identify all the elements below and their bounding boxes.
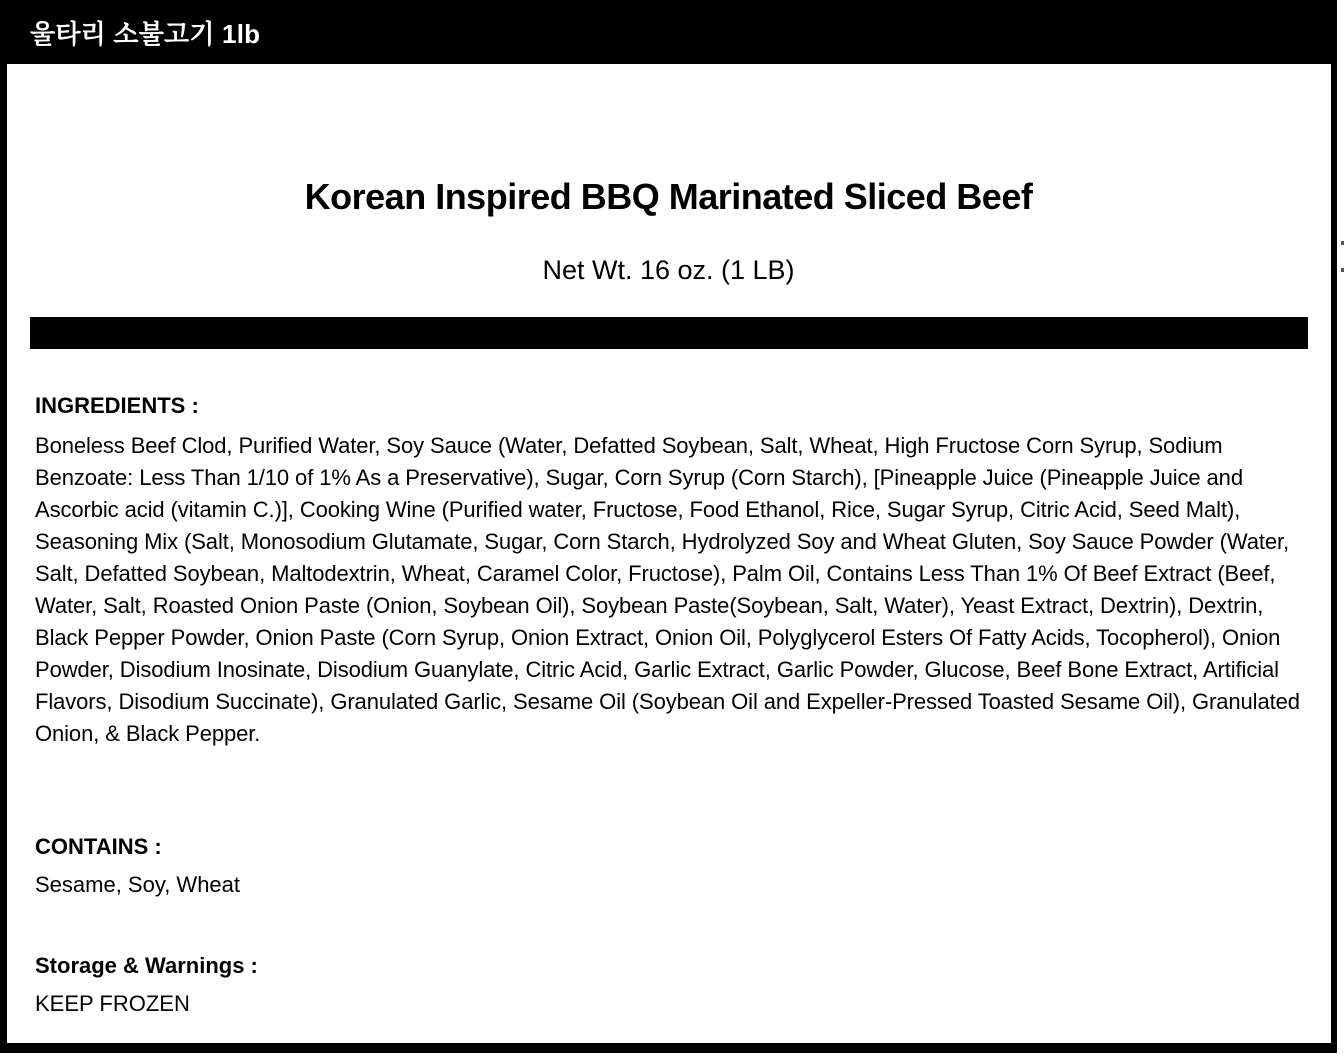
product-title: Korean Inspired BBQ Marinated Sliced Beef [304,176,1033,217]
contains-body: Sesame, Soy, Wheat [35,872,241,897]
storage-warnings-heading: Storage & Warnings : [35,953,258,978]
window-title: 울타리 소불고기 1lb [30,18,261,49]
divider-bar [30,317,1308,349]
ingredients-body: Boneless Beef Clod, Purified Water, Soy Sauce (Water, Defatted Soybean, Salt, Wheat, High Fructose Corn Syrup, Sodium Benzoate: Less Than 1/10 of 1% As a Preservative), Sugar, Corn Syrup (Corn Starch), [Pineapple Juice (Pineapple Juice and Ascorbic acid (vitamin C.)], Cooking Wine (Purified water, Fructose, Food Ethanol, Rice, Sugar Syrup, Citric Acid, Seed Malt), Seasoning Mix (Salt, Monosodium Glutamate, Sugar, Corn Starch, Hydrolyzed Soy and Wheat Gluten, Soy Sauce Powder (Water, Salt, Defatted Soybean, Maltodextrin, Wheat, Caramel Color, Fructose), Palm Oil, Contains Less Than 1% Of Beef Extract (Beef, Water, Salt, Roasted Onion Paste (Onion, Soybean Oil), Soybean Paste(Soybean, Salt, Water), Yeast Extract, Dextrin), Dextrin, Black Pepper Powder, Onion Paste (Corn Syrup, Onion Extract, Onion Oil, Polyglycerol Esters Of Fatty Acids, Tocopherol), Onion Powder, Disodium Inosinate, Disodium Guanylate, Citric Acid, Garlic Extract, Garlic Powder, Glucose, Beef Bone Extract, Artificial Flavors, Disodium Succinate), Granulated Garlic, Sesame Oil (Soybean Oil and Expeller-Pressed Toasted Sesame Oil), Granulated Onion, & Black Pepper. [35,433,1300,746]
net-weight: Net Wt. 16 oz. (1 LB) [542,255,795,285]
contains-heading: CONTAINS : [35,834,162,859]
window-title-bar [0,0,1337,64]
ingredients-heading: INGREDIENTS : [35,393,199,418]
storage-warnings-body: KEEP FROZEN [35,991,190,1016]
